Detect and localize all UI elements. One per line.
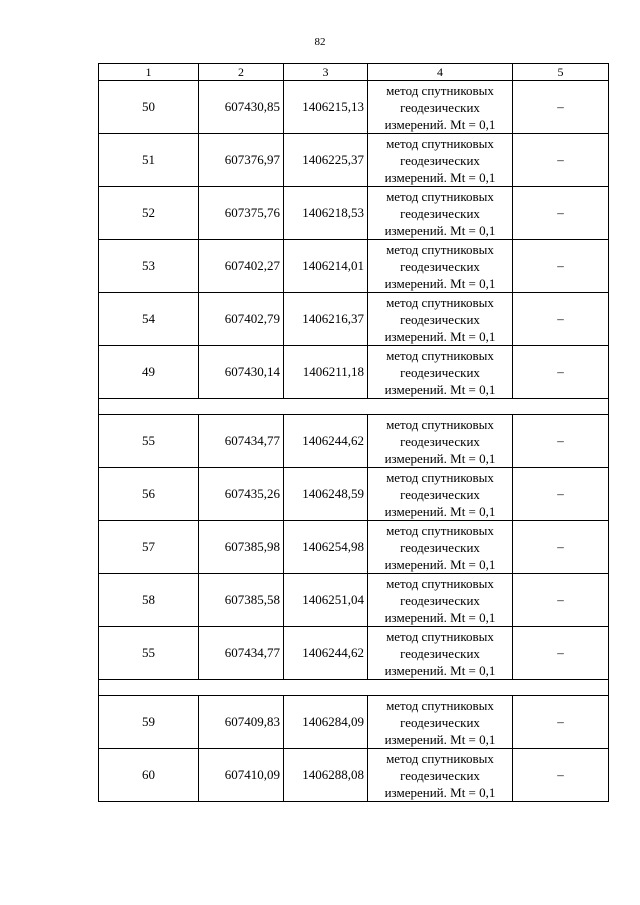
method-cell [368, 521, 513, 574]
method-text-line: метод спутниковых [386, 188, 494, 204]
note-cell: – [513, 415, 609, 468]
point-number-cell: 57 [99, 521, 199, 574]
note-cell: – [513, 240, 609, 293]
note-cell: – [513, 749, 609, 802]
y-coordinate-cell: 1406254,98 [284, 521, 368, 574]
table-body [99, 81, 609, 802]
column-header-2: 2 [199, 64, 284, 81]
point-number-cell: 53 [99, 240, 199, 293]
table-row [99, 415, 609, 468]
method-text-line: измерений. Mt = 0,1 [384, 503, 496, 519]
table-row [99, 749, 609, 802]
table-row [99, 187, 609, 240]
y-coordinate-cell: 1406214,01 [284, 240, 368, 293]
x-coordinate-cell: 607434,77 [199, 627, 284, 680]
x-coordinate-cell: 607409,83 [199, 696, 284, 749]
method-text-line: метод спутниковых [386, 750, 494, 766]
method-cell [368, 187, 513, 240]
note-cell: – [513, 468, 609, 521]
page-number: 82 [314, 36, 326, 48]
method-text-line: измерений. Mt = 0,1 [384, 169, 496, 185]
y-coordinate-cell: 1406248,59 [284, 468, 368, 521]
point-number-cell: 49 [99, 346, 199, 399]
x-coordinate-cell: 607402,27 [199, 240, 284, 293]
table-row [99, 293, 609, 346]
method-text-line: метод спутниковых [386, 82, 494, 98]
x-coordinate-cell: 607410,09 [199, 749, 284, 802]
method-text-line: геодезических [400, 205, 480, 221]
method-text-line: измерений. Mt = 0,1 [384, 784, 496, 800]
point-number-cell: 55 [99, 415, 199, 468]
separator-cell [99, 680, 609, 696]
column-header-1: 1 [99, 64, 199, 81]
method-cell [368, 574, 513, 627]
point-number-cell: 52 [99, 187, 199, 240]
method-text-line: геодезических [400, 645, 480, 661]
table-row [99, 696, 609, 749]
y-coordinate-cell: 1406244,62 [284, 415, 368, 468]
table-row [99, 521, 609, 574]
column-header-3: 3 [284, 64, 368, 81]
x-coordinate-cell: 607376,97 [199, 134, 284, 187]
table-row [99, 240, 609, 293]
method-text-line: геодезических [400, 714, 480, 730]
method-text-line: измерений. Mt = 0,1 [384, 275, 496, 291]
method-text-line: измерений. Mt = 0,1 [384, 381, 496, 397]
method-text-line: измерений. Mt = 0,1 [384, 556, 496, 572]
table-row [99, 574, 609, 627]
method-text-line: метод спутниковых [386, 522, 494, 538]
method-text-line: измерений. Mt = 0,1 [384, 731, 496, 747]
method-text-line: геодезических [400, 767, 480, 783]
method-text-line: метод спутниковых [386, 135, 494, 151]
y-coordinate-cell: 1406251,04 [284, 574, 368, 627]
method-text-line: метод спутниковых [386, 294, 494, 310]
method-cell [368, 468, 513, 521]
note-cell: – [513, 696, 609, 749]
method-text-line: измерений. Mt = 0,1 [384, 609, 496, 625]
y-coordinate-cell: 1406225,37 [284, 134, 368, 187]
table-row [99, 134, 609, 187]
method-cell [368, 240, 513, 293]
method-text-line: измерений. Mt = 0,1 [384, 222, 496, 238]
method-text-line: геодезических [400, 364, 480, 380]
separator-cell [99, 399, 609, 415]
table-separator-row [99, 680, 609, 696]
y-coordinate-cell: 1406288,08 [284, 749, 368, 802]
table-row [99, 468, 609, 521]
y-coordinate-cell: 1406284,09 [284, 696, 368, 749]
note-cell: – [513, 627, 609, 680]
x-coordinate-cell: 607434,77 [199, 415, 284, 468]
method-text-line: метод спутниковых [386, 697, 494, 713]
method-cell [368, 346, 513, 399]
point-number-cell: 59 [99, 696, 199, 749]
column-header-5: 5 [513, 64, 609, 81]
table-header-row [99, 64, 609, 81]
note-cell: – [513, 521, 609, 574]
method-text-line: измерений. Mt = 0,1 [384, 328, 496, 344]
x-coordinate-cell: 607375,76 [199, 187, 284, 240]
method-cell [368, 134, 513, 187]
point-number-cell: 56 [99, 468, 199, 521]
point-number-cell: 50 [99, 81, 199, 134]
y-coordinate-cell: 1406215,13 [284, 81, 368, 134]
table-row [99, 81, 609, 134]
point-number-cell: 54 [99, 293, 199, 346]
method-text-line: геодезических [400, 152, 480, 168]
table-separator-row [99, 399, 609, 415]
method-text-line: метод спутниковых [386, 575, 494, 591]
column-header-4: 4 [368, 64, 513, 81]
method-text-line: метод спутниковых [386, 241, 494, 257]
x-coordinate-cell: 607385,98 [199, 521, 284, 574]
method-text-line: измерений. Mt = 0,1 [384, 662, 496, 678]
method-cell [368, 415, 513, 468]
note-cell: – [513, 81, 609, 134]
method-text-line: метод спутниковых [386, 469, 494, 485]
x-coordinate-cell: 607385,58 [199, 574, 284, 627]
y-coordinate-cell: 1406216,37 [284, 293, 368, 346]
note-cell: – [513, 187, 609, 240]
x-coordinate-cell: 607402,79 [199, 293, 284, 346]
method-cell [368, 293, 513, 346]
coordinates-table [98, 63, 609, 802]
y-coordinate-cell: 1406211,18 [284, 346, 368, 399]
method-text-line: геодезических [400, 311, 480, 327]
method-text-line: метод спутниковых [386, 347, 494, 363]
note-cell: – [513, 574, 609, 627]
x-coordinate-cell: 607430,85 [199, 81, 284, 134]
method-cell [368, 81, 513, 134]
method-cell [368, 749, 513, 802]
note-cell: – [513, 134, 609, 187]
method-text-line: геодезических [400, 539, 480, 555]
note-cell: – [513, 346, 609, 399]
method-text-line: измерений. Mt = 0,1 [384, 116, 496, 132]
point-number-cell: 51 [99, 134, 199, 187]
point-number-cell: 55 [99, 627, 199, 680]
method-text-line: метод спутниковых [386, 416, 494, 432]
note-cell: – [513, 293, 609, 346]
method-text-line: геодезических [400, 99, 480, 115]
method-text-line: измерений. Mt = 0,1 [384, 450, 496, 466]
y-coordinate-cell: 1406218,53 [284, 187, 368, 240]
table-row [99, 627, 609, 680]
method-text-line: метод спутниковых [386, 628, 494, 644]
method-cell [368, 696, 513, 749]
table-row [99, 346, 609, 399]
x-coordinate-cell: 607430,14 [199, 346, 284, 399]
point-number-cell: 60 [99, 749, 199, 802]
method-text-line: геодезических [400, 592, 480, 608]
method-text-line: геодезических [400, 258, 480, 274]
x-coordinate-cell: 607435,26 [199, 468, 284, 521]
method-cell [368, 627, 513, 680]
method-text-line: геодезических [400, 433, 480, 449]
method-text-line: геодезических [400, 486, 480, 502]
y-coordinate-cell: 1406244,62 [284, 627, 368, 680]
point-number-cell: 58 [99, 574, 199, 627]
